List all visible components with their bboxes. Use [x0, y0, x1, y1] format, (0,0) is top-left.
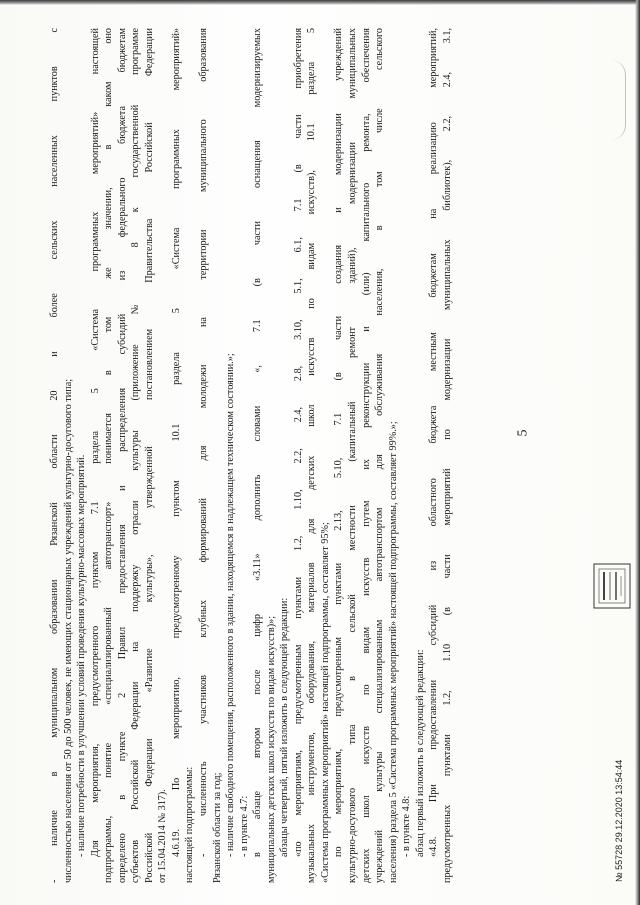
text-line: абзацы четвертый, пятый изложить в следующей редакции:: [279, 597, 291, 857]
document-body: [48, 28, 588, 883]
text-line: субъектов Российской Федерации на поддержку отрасли культуры (приложение № 8 к государственной программе: [130, 28, 142, 883]
text-line: культурно-досугового типа в сельской местности (капитальный ремонт зданий), модернизации муниципальных: [347, 28, 359, 883]
text-line: «Система программных мероприятий» настоящей подпрограммы, составляет 95%;: [319, 522, 331, 883]
scan-mark: [611, 60, 626, 140]
text-line: 4.6.19. По мероприятию, предусмотренному пунктом 10.1 раздела 5 «Система программных мероприятий»: [170, 28, 182, 857]
text-line: в абзаце втором после цифр «3.11» дополнить словами «, 7.1 (в части оснащения модернизируемых: [252, 28, 264, 857]
text-line: музыкальных инструментов, оборудования, материалов для детских школ искусств по видам искусств), 10.1 раздела 5: [306, 28, 318, 883]
page-number: 5: [515, 429, 531, 437]
text-line: по мероприятиям, предусмотренным пунктами 2.13, 5.10, 7.1 (в части создания и модернизации учреждений: [333, 28, 345, 857]
text-line: Для мероприятия, предусмотренного пунктом 7.1 раздела 5 «Система программных мероприятий» настоящей: [89, 28, 101, 857]
text-line: Российской Федерации «Развитие культуры», утвержденной постановлением Правительства Российской Федерации: [143, 28, 155, 883]
text-line: детских школ искусств по видам искусств путем их реконструкции и (или) капитального ремонта, обеспечения: [360, 28, 372, 883]
scan-edge-right: [635, 0, 640, 905]
text-line: «по мероприятиям, предусмотренным пунктами 1.2, 1.10, 2.2, 2.4, 2.8, 3.10, 5.1, 6.1, 7.1 (в части приобретения: [292, 28, 304, 857]
text-line: «4.8. При предоставлении субсидий из областного бюджета местным бюджетам на реализацию мероприятий,: [428, 28, 440, 857]
text-line: определено в пункте 2 Правил предоставления и распределения субсидий из федерального бюджета бюджетам: [116, 28, 128, 883]
text-line: подпрограммы, понятие «специализированный автотранспорт» понимается в том же значении, в каком оно: [103, 28, 115, 883]
text-line: населения) раздела 5 «Система программных мероприятий» настоящей подпрограммы, составляет 99%.»;: [387, 421, 399, 883]
text-line: - численность участников клубных формирований для молодежи на территории муниципального образования: [198, 28, 210, 857]
text-line: предусмотренных пунктами 1.2, 1.10 (в части мероприятий по модернизации муниципальных библиотек), 2.2, 2.4, 3.1,: [441, 28, 453, 883]
text-line: - наличие свободного помещения, расположенного в здании, находящемся в надлежащем техническом состоянии.»;: [225, 353, 237, 857]
text-line: муниципальных детских школ искусств по видам искусств)»;: [265, 615, 277, 883]
text-line: - в пункте 4.8:: [401, 795, 413, 857]
text-line: - наличие потребности в улучшении условий проведения культурно-массовых мероприятий.: [76, 454, 88, 857]
text-line: учреждений культуры специализированным автотранспортом для обслуживания населения, в том числе сельского: [374, 28, 386, 883]
scan-edge-top: [0, 0, 640, 5]
registration-stamp-icon: [590, 560, 634, 612]
document-footer: № 55728 29.12.2020 13:54:44: [614, 759, 624, 882]
text-line: от 15.04.2014 № 317).: [157, 789, 169, 883]
text-line: численностью населения от 50 до 500 человек, не имеющих стационарных учреждений культурно-досугового типа;: [62, 378, 74, 883]
text-line: - в пункте 4.7:: [238, 795, 250, 857]
text-line: Рязанской области за год;: [211, 772, 223, 883]
text-line: - наличие в муниципальном образовании Рязанской области 20 и более сельских населенных пунктов с: [49, 28, 60, 883]
text-line: абзац первый изложить в следующей редакции:: [414, 649, 426, 857]
text-line: настоящей подпрограммы:: [184, 766, 196, 883]
